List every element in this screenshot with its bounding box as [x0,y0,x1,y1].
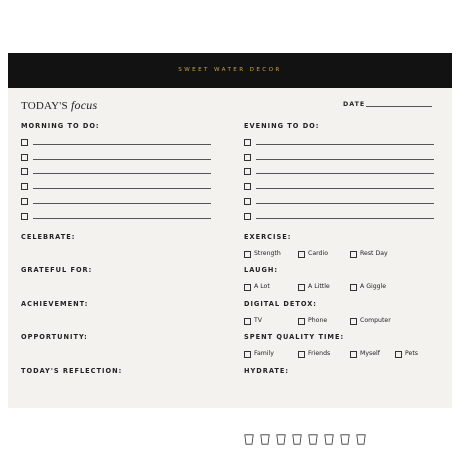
todo-row[interactable] [21,139,211,147]
write-line[interactable] [256,173,434,174]
celebrate-label: CELEBRATE: [21,233,76,241]
date-field[interactable] [366,106,432,107]
checkbox[interactable] [21,168,28,175]
todo-row[interactable] [244,168,434,176]
hydrate-label: HYDRATE: [244,367,290,375]
title-main: TODAY'S [21,100,68,112]
water-glass-icon[interactable] [356,434,366,445]
checkbox[interactable] [298,251,305,258]
opportunity-label: OPPORTUNITY: [21,333,88,341]
header-band [8,53,452,88]
reflection-label: TODAY'S REFLECTION: [21,367,123,375]
option-label: Cardio [308,250,328,257]
option-label: Pets [405,350,418,357]
todo-row[interactable] [21,168,211,176]
digital-detox-label: DIGITAL DETOX: [244,300,317,308]
option-label: Family [254,350,274,357]
todo-row[interactable] [21,154,211,162]
checkbox[interactable] [244,154,251,161]
checkbox[interactable] [244,351,251,358]
evening-todo-header: EVENING TO DO: [244,122,320,130]
option-label: Rest Day [360,250,388,257]
date-label: DATE [343,101,366,108]
checkbox[interactable] [298,318,305,325]
water-glass-icon[interactable] [308,434,318,445]
water-glass-icon[interactable] [244,434,254,445]
option-label: A Lot [254,283,270,290]
write-line[interactable] [33,203,211,204]
quality-time-label: SPENT QUALITY TIME: [244,333,345,341]
checkbox[interactable] [244,213,251,220]
option-label: TV [254,317,263,324]
checkbox[interactable] [350,318,357,325]
water-glass-icon[interactable] [340,434,350,445]
todo-row[interactable] [21,183,211,191]
achievement-label: ACHIEVEMENT: [21,300,89,308]
todo-row[interactable] [244,183,434,191]
planner-sheet [8,53,452,408]
checkbox[interactable] [350,284,357,291]
option-label: Friends [308,350,331,357]
write-line[interactable] [256,159,434,160]
exercise-label: EXERCISE: [244,233,292,241]
option-label: Strength [254,250,281,257]
checkbox[interactable] [21,139,28,146]
todo-row[interactable] [244,154,434,162]
title-italic: focus [71,98,98,112]
checkbox[interactable] [244,139,251,146]
checkbox[interactable] [244,183,251,190]
todo-row[interactable] [244,198,434,206]
write-line[interactable] [33,173,211,174]
write-line[interactable] [256,218,434,219]
checkbox[interactable] [21,154,28,161]
checkbox[interactable] [298,284,305,291]
todo-row[interactable] [244,139,434,147]
todo-row[interactable] [21,213,211,221]
write-line[interactable] [33,159,211,160]
checkbox[interactable] [244,318,251,325]
option-label: A Little [308,283,330,290]
laugh-label: LAUGH: [244,266,279,274]
write-line[interactable] [33,218,211,219]
todo-row[interactable] [21,198,211,206]
morning-todo-header: MORNING TO DO: [21,122,100,130]
checkbox[interactable] [244,251,251,258]
water-glass-icon[interactable] [292,434,302,445]
todo-row[interactable] [244,213,434,221]
checkbox[interactable] [395,351,402,358]
water-glass-icon[interactable] [276,434,286,445]
checkbox[interactable] [244,168,251,175]
option-label: Computer [360,317,391,324]
checkbox[interactable] [350,351,357,358]
water-glass-icon[interactable] [324,434,334,445]
write-line[interactable] [256,188,434,189]
checkbox[interactable] [298,351,305,358]
write-line[interactable] [33,188,211,189]
water-glass-icon[interactable] [260,434,270,445]
checkbox[interactable] [21,183,28,190]
checkbox[interactable] [244,198,251,205]
option-label: A Giggle [360,283,387,290]
checkbox[interactable] [21,198,28,205]
brand-name: SWEET WATER DECOR [178,67,282,73]
checkbox[interactable] [244,284,251,291]
write-line[interactable] [256,203,434,204]
write-line[interactable] [256,144,434,145]
option-label: Myself [360,350,380,357]
option-label: Phone [308,317,328,324]
page-title [21,98,97,113]
grateful-label: GRATEFUL FOR: [21,266,93,274]
write-line[interactable] [33,144,211,145]
checkbox[interactable] [350,251,357,258]
checkbox[interactable] [21,213,28,220]
